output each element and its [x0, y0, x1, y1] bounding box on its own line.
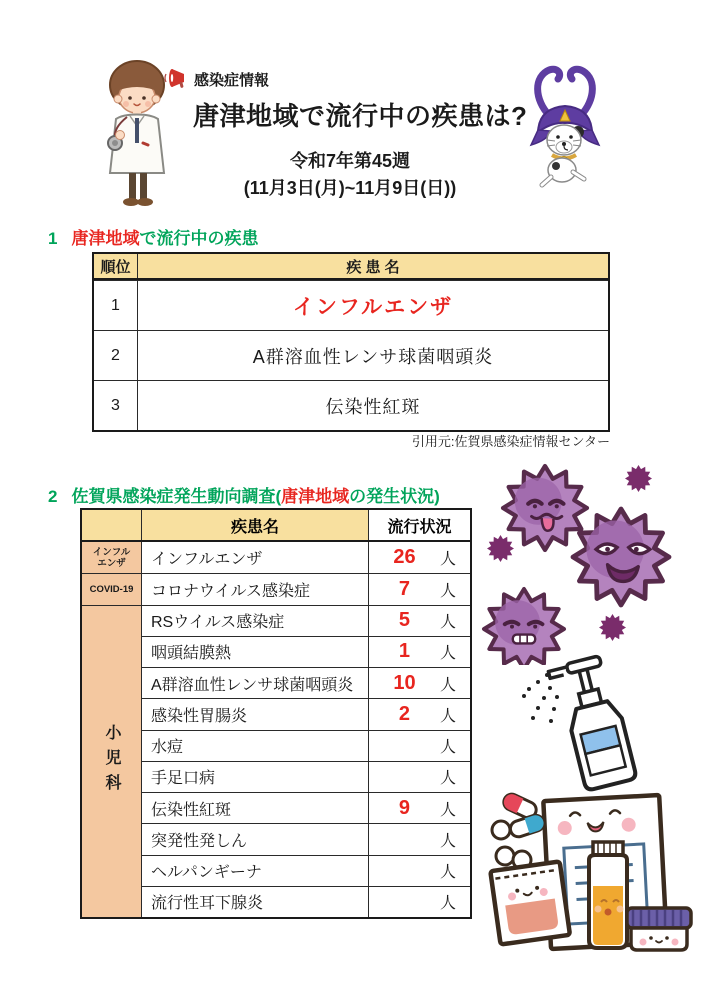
megaphone-icon [164, 68, 188, 90]
status-cell [369, 886, 470, 917]
info-badge [164, 68, 269, 90]
source-attribution: 引用元:佐賀県感染症情報センター [411, 434, 610, 449]
disease-name: 咽頭結膜熱 [142, 636, 369, 667]
status-cell [369, 605, 470, 636]
section1-number: 1 [48, 229, 58, 248]
category-label: エンザ [97, 557, 126, 569]
disease-name: 突発性発しん [142, 823, 369, 854]
badge-label: 感染症情報 [194, 71, 270, 89]
table-row [94, 380, 608, 430]
disease-name: A群溶血性レンサ球菌咽頭炎 [142, 667, 369, 698]
unit-label: 人 [439, 676, 456, 694]
disease-name: 感染性胃腸炎 [142, 698, 369, 729]
status-cell [369, 542, 470, 573]
section2-heading-area: 唐津地域 [281, 487, 350, 506]
col-header-disease: 疾患名 [142, 510, 369, 540]
case-count: 26 [393, 546, 416, 569]
case-count: 1 [398, 640, 411, 663]
disease-name: ヘルパンギーナ [142, 855, 369, 886]
disease-name: A群溶血性レンサ球菌咽頭炎 [252, 346, 494, 367]
status-cell [369, 823, 470, 854]
surveillance-table-header [82, 510, 470, 542]
unit-label: 人 [439, 801, 456, 819]
unit-label: 人 [439, 770, 456, 788]
virus-characters-illustration [460, 455, 707, 665]
disease-name: 流行性耳下腺炎 [142, 886, 369, 917]
surveillance-table [80, 508, 472, 919]
section2-heading [48, 482, 440, 507]
unit-label: 人 [439, 614, 456, 632]
section2-heading-part2: の発生状況) [349, 487, 440, 506]
ranking-table [92, 252, 610, 432]
medicines-illustration [475, 790, 707, 990]
category-covid19 [82, 573, 142, 604]
subtitle-week: 令和7年第45週 [289, 151, 411, 171]
rank-value: 1 [94, 281, 138, 330]
subtitle [175, 148, 525, 202]
unit-label: 人 [439, 864, 456, 882]
disease-name: コロナウイルス感染症 [142, 573, 369, 604]
disease-name: RSウイルス感染症 [142, 605, 369, 636]
spray-bottle-illustration [500, 648, 665, 800]
col-header-rank: 順位 [94, 254, 138, 278]
section1-heading-area: 唐津地域 [71, 229, 140, 248]
unit-label: 人 [439, 645, 456, 663]
disease-name: 伝染性紅斑 [325, 396, 421, 417]
case-count: 10 [393, 671, 416, 694]
unit-label: 人 [439, 739, 456, 757]
status-cell [369, 792, 470, 823]
ranking-table-header [94, 254, 608, 280]
unit-label: 人 [439, 832, 456, 850]
section1-heading-rest: で流行中の疾患 [139, 229, 259, 248]
disease-name: 水痘 [142, 730, 369, 761]
status-cell [369, 667, 470, 698]
category-influenza [82, 542, 142, 573]
mascot-illustration [518, 60, 612, 190]
status-cell [369, 636, 470, 667]
section1-heading [48, 224, 258, 249]
case-count: 7 [398, 577, 411, 600]
rank-value: 2 [94, 331, 138, 380]
page-title: 唐津地域で流行中の疾患は? [193, 101, 528, 131]
section2-number: 2 [48, 487, 58, 506]
rank-value: 3 [94, 381, 138, 430]
col-header-category [82, 510, 142, 540]
unit-label: 人 [439, 895, 456, 913]
status-cell [369, 855, 470, 886]
unit-label: 人 [439, 707, 456, 725]
disease-name: 伝染性紅斑 [142, 792, 369, 823]
table-row [94, 280, 608, 330]
case-count: 5 [398, 609, 411, 632]
case-count: 2 [398, 702, 411, 725]
status-cell [369, 761, 470, 792]
section2-heading-part1: 佐賀県感染症発生動向調査( [71, 487, 282, 506]
case-count: 9 [398, 796, 411, 819]
col-header-status: 流行状況 [369, 510, 470, 540]
status-cell [369, 573, 470, 604]
disease-name: 手足口病 [142, 761, 369, 792]
unit-label: 人 [439, 582, 456, 600]
status-cell [369, 698, 470, 729]
category-label: インフル [92, 546, 131, 558]
unit-label: 人 [439, 551, 456, 569]
category-pediatrics [82, 605, 142, 918]
col-header-disease: 疾 患 名 [346, 258, 400, 276]
category-label-vertical: 小児科 [103, 723, 120, 799]
category-label: COVID-19 [89, 583, 134, 595]
subtitle-dates: (11月3日(月)~11月9日(日)) [243, 178, 457, 198]
table-row [94, 330, 608, 380]
status-cell [369, 730, 470, 761]
disease-name: インフルエンザ [292, 295, 454, 319]
disease-name: インフルエンザ [142, 542, 369, 573]
